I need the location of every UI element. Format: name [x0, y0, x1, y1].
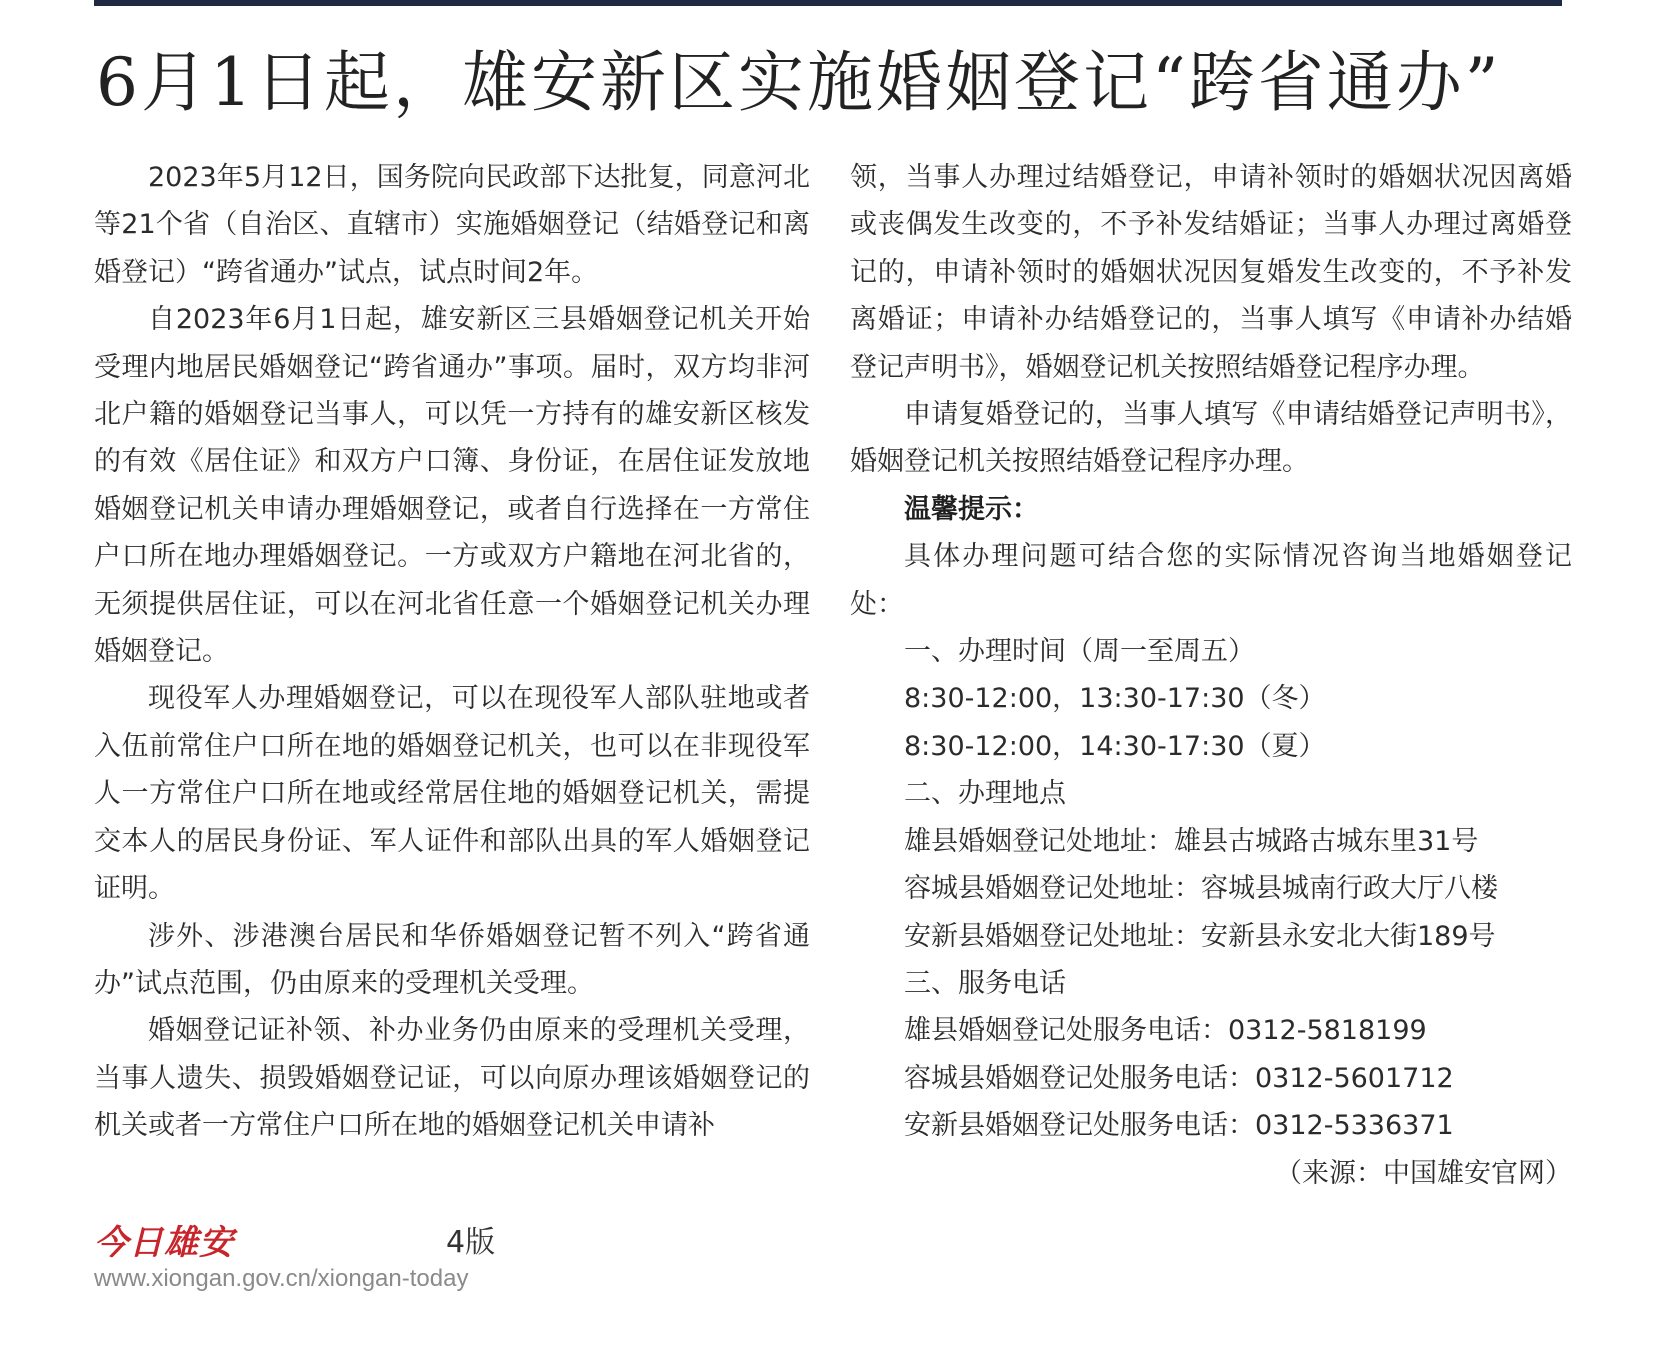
- article-column-left: [94, 154, 810, 1150]
- paragraph-xiongan-start: 自2023年6月1日起，雄安新区三县婚姻登记机关开始受理内地居民婚姻登记“跨省通办”事项。届时，双方均非河北户籍的婚姻登记当事人，可以凭一方持有的雄安新区核发的有效《居住证》和双方户口簿、身份证，在居住证发放地婚姻登记机关申请办理婚姻登记，或者自行选择在一方常住户口所在地办理婚姻登记。一方或双方户籍地在河北省的，无须提供居住证，可以在河北省任意一个婚姻登记机关办理婚姻登记。: [94, 304, 810, 668]
- paragraph-remarriage: 申请复婚登记的，当事人填写《申请结婚登记声明书》，婚姻登记机关按照结婚登记程序办理。: [850, 399, 1572, 478]
- paragraph-approval: 2023年5月12日，国务院向民政部下达批复，同意河北等21个省（自治区、直辖市）实施婚姻登记（结婚登记和离婚登记）“跨省通办”试点，试点时间2年。: [94, 162, 810, 288]
- phone-heading: 三、服务电话: [904, 967, 1066, 999]
- phone-anxin: 安新县婚姻登记处服务电话：0312-5336371: [904, 1110, 1454, 1142]
- address-anxin: 安新县婚姻登记处地址：安新县永安北大街189号: [904, 920, 1496, 952]
- phone-rongcheng: 容城县婚姻登记处服务电话：0312-5601712: [904, 1062, 1454, 1094]
- address-heading: 二、办理地点: [904, 778, 1066, 810]
- paragraph-reissue-continued: 领，当事人办理过结婚登记，申请补领时的婚姻状况因离婚或丧偶发生改变的，不予补发结婚证；当事人办理过离婚登记的，申请补领时的婚姻状况因复婚发生改变的，不予补发离婚证；申请补办结婚登记的，当事人填写《申请补办结婚登记声明书》，婚姻登记机关按照结婚登记程序办理。: [850, 162, 1572, 383]
- website-url[interactable]: www.xiongan.gov.cn/xiongan-today: [94, 1265, 469, 1292]
- paragraph-foreign: 涉外、涉港澳台居民和华侨婚姻登记暂不列入“跨省通办”试点范围，仍由原来的受理机关受理。: [94, 920, 810, 999]
- page-title: 6月1日起，雄安新区实施婚姻登记“跨省通办”: [96, 44, 1502, 121]
- article-column-right: [850, 154, 1572, 1197]
- phone-xiongxian: 雄县婚姻登记处服务电话：0312-5818199: [904, 1015, 1427, 1047]
- top-rule: [94, 0, 1562, 6]
- paragraph-military: 现役军人办理婚姻登记，可以在现役军人部队驻地或者入伍前常住户口所在地的婚姻登记机关，也可以在非现役军人一方常住户口所在地或经常居住地的婚姻登记机关，需提交本人的居民身份证、军人证件和部队出具的军人婚姻登记证明。: [94, 683, 810, 905]
- newspaper-logo: 今日雄安: [94, 1223, 234, 1263]
- paragraph-reissue: 婚姻登记证补领、补办业务仍由原来的受理机关受理，当事人遗失、损毁婚姻登记证，可以向原办理该婚姻登记的机关或者一方常住户口所在地的婚姻登记机关申请补: [94, 1015, 810, 1142]
- tips-heading: 温馨提示：: [904, 493, 1039, 525]
- source-credit: （来源：中国雄安官网）: [1275, 1157, 1572, 1189]
- hours-heading: 一、办理时间（周一至周五）: [904, 636, 1255, 668]
- tips-intro: 具体办理问题可结合您的实际情况咨询当地婚姻登记处：: [850, 541, 1572, 620]
- hours-summer: 8:30-12:00，14:30-17:30（夏）: [904, 730, 1326, 762]
- page-number: 4版: [446, 1225, 496, 1260]
- address-xiongxian: 雄县婚姻登记处地址：雄县古城路古城东里31号: [904, 825, 1479, 857]
- hours-winter: 8:30-12:00，13:30-17:30（冬）: [904, 683, 1326, 715]
- address-rongcheng: 容城县婚姻登记处地址：容城县城南行政大厅八楼: [904, 873, 1498, 905]
